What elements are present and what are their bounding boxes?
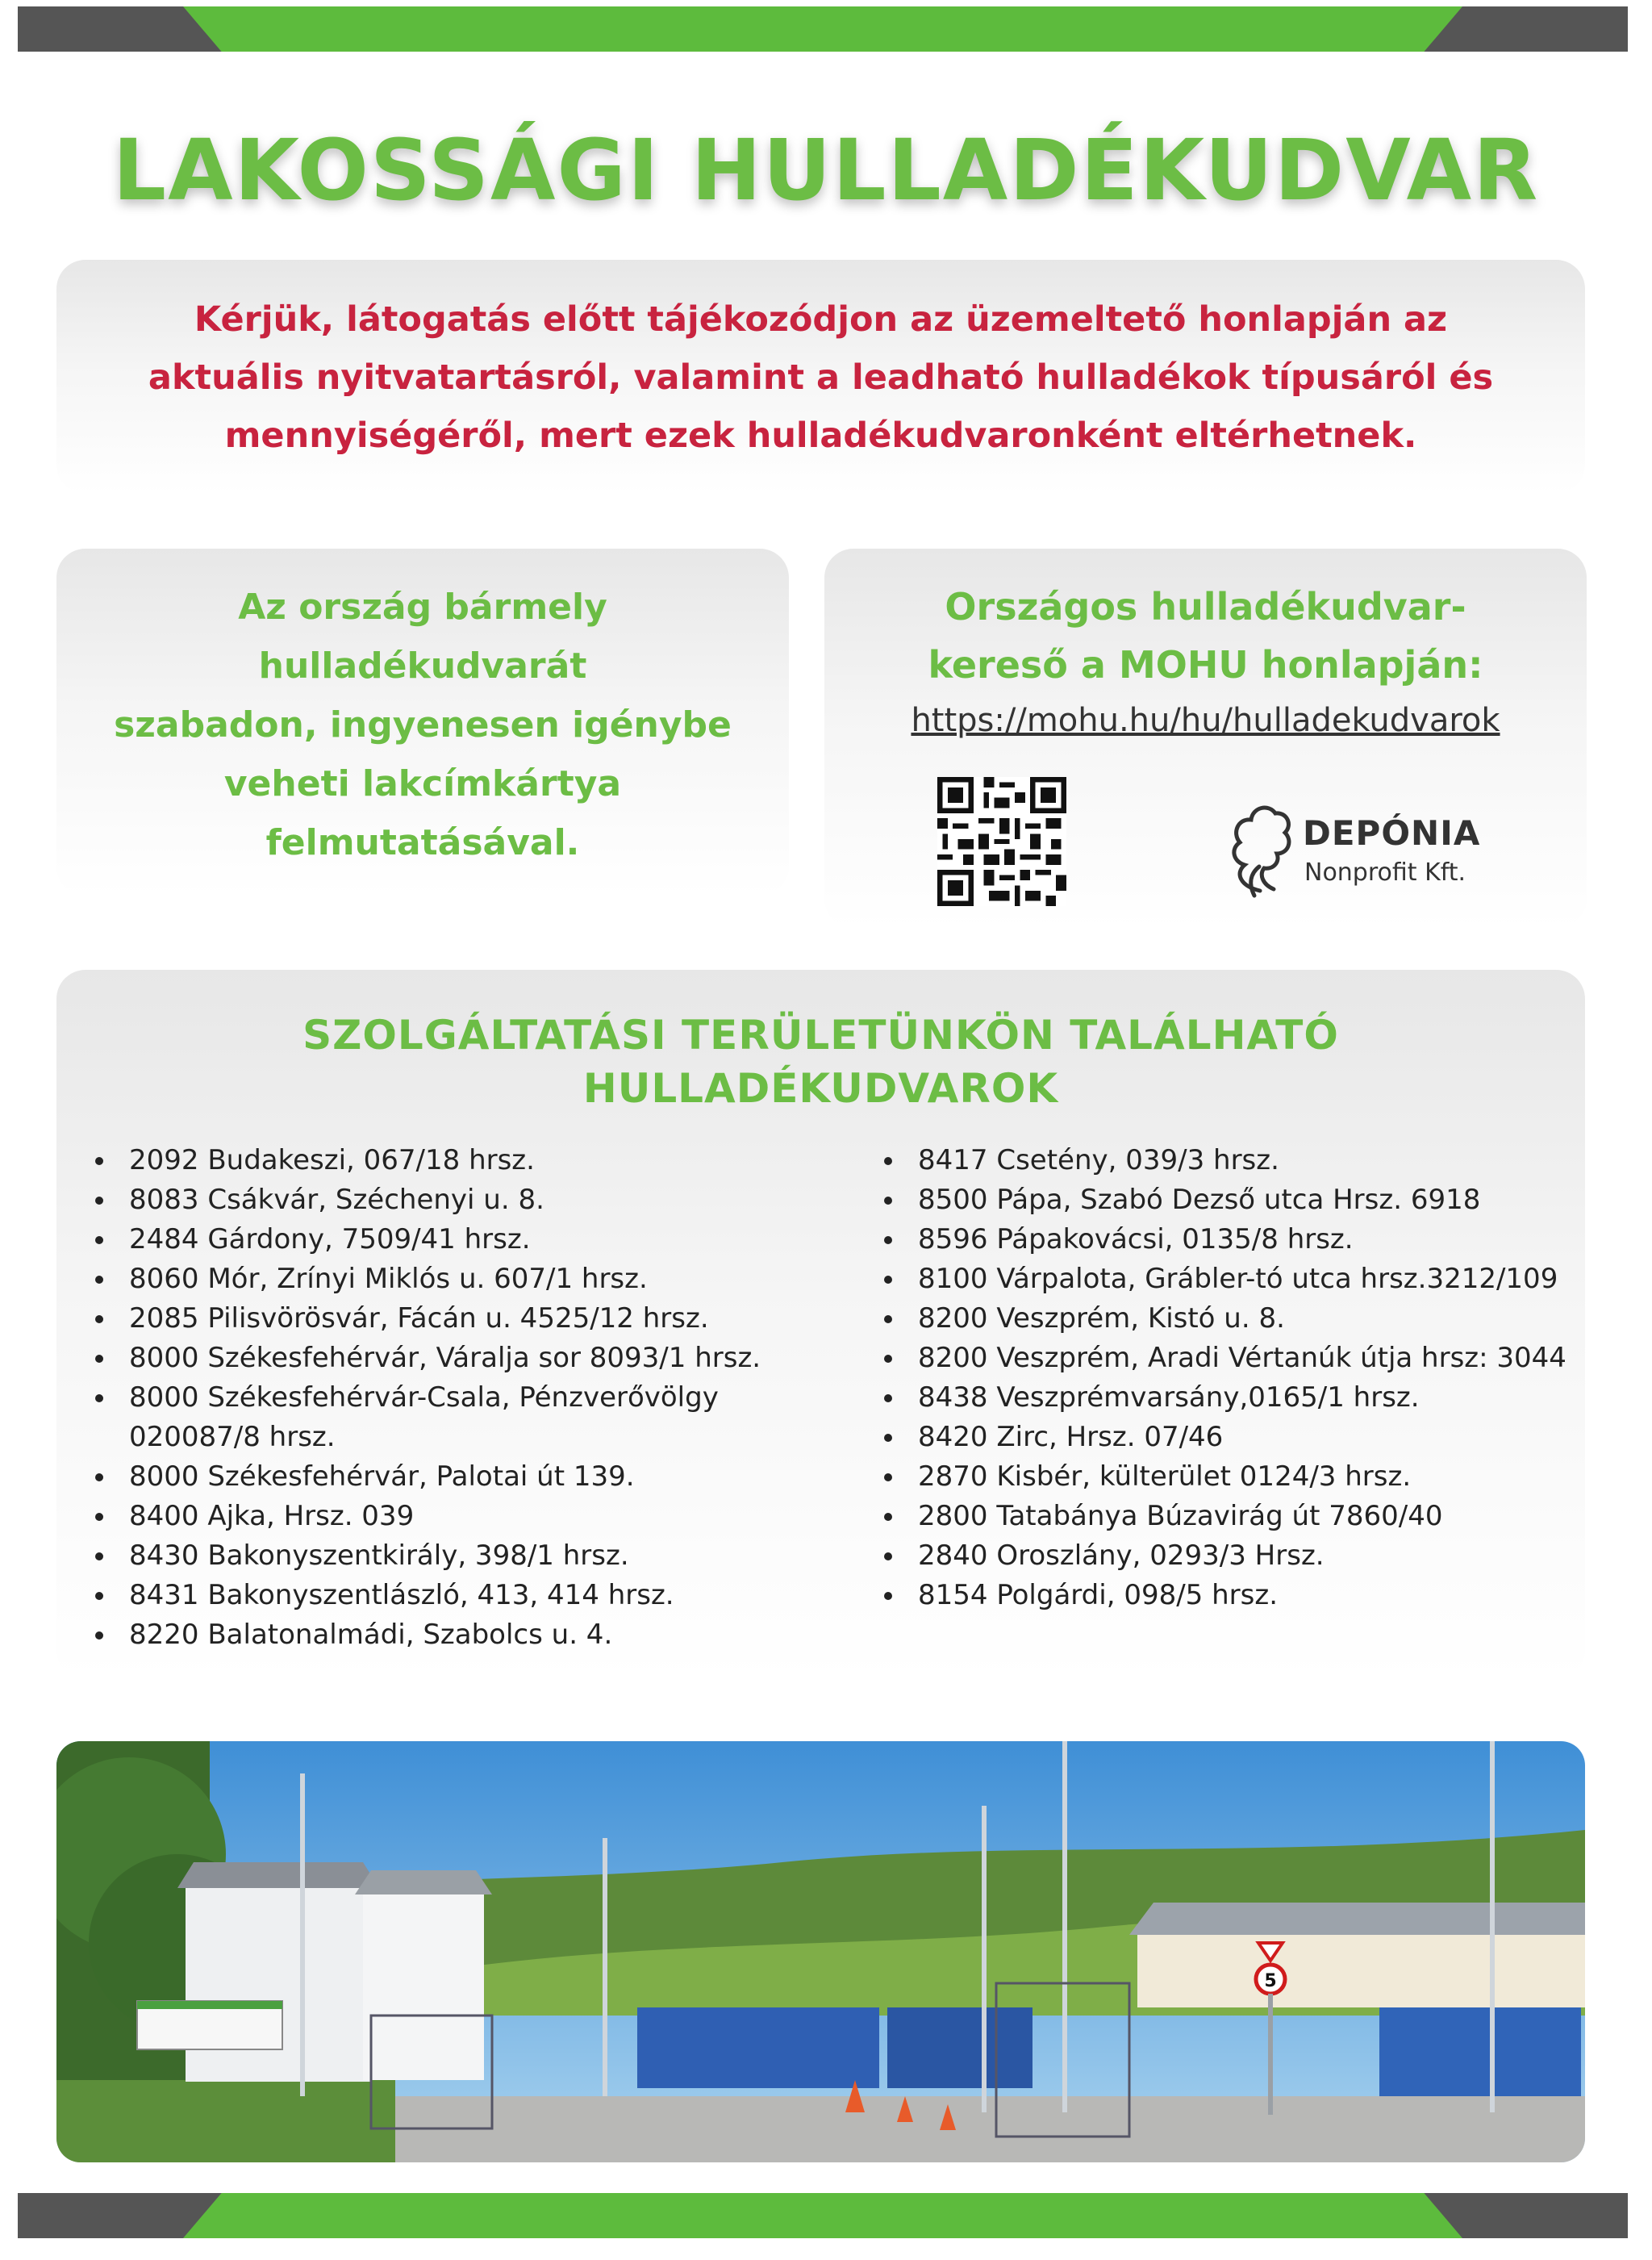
list-item: 8596 Pápakovácsi, 0135/8 hrsz. xyxy=(879,1220,1581,1260)
list-item: 8000 Székesfehérvár-Csala, Pénzverővölgy 020087/8 hrsz. xyxy=(90,1378,792,1457)
list-item: 8500 Pápa, Szabó Dezső utca Hrsz. 6918 xyxy=(879,1180,1581,1220)
list-item: 2800 Tatabánya Búzavirág út 7860/40 xyxy=(879,1497,1581,1536)
list-item: 8200 Veszprém, Aradi Vértanúk útja hrsz: 3044 xyxy=(879,1339,1581,1378)
sites-list-left xyxy=(90,1141,792,1655)
speed-limit-sign: 5 xyxy=(1264,1971,1277,1991)
list-item: 8083 Csákvár, Széchenyi u. 8. xyxy=(90,1180,792,1220)
sites-panel xyxy=(56,970,1585,1680)
list-item: 2840 Oroszlány, 0293/3 Hrsz. xyxy=(879,1536,1581,1576)
finder-title: Országos hulladékudvar- kereső a MOHU honlapján: xyxy=(928,585,1483,687)
bottom-decor-bar xyxy=(18,2193,1628,2238)
list-item: 8417 Csetény, 039/3 hrsz. xyxy=(879,1141,1581,1180)
list-item: 8100 Várpalota, Grábler-tó utca hrsz.3212/109 xyxy=(879,1260,1581,1299)
list-item: 8430 Bakonyszentkirály, 398/1 hrsz. xyxy=(90,1536,792,1576)
finder-panel xyxy=(824,549,1587,928)
list-item: 2092 Budakeszi, 067/18 hrsz. xyxy=(90,1141,792,1180)
tree-icon xyxy=(1216,796,1296,900)
list-item: 8438 Veszprémvarsány,0165/1 hrsz. xyxy=(879,1378,1581,1418)
free-use-text: Az ország bármely hulladékudvarát szabadon, ingyenesen igénybe veheti lakcímkártya felmutatásával. xyxy=(114,587,732,863)
list-item: 8000 Székesfehérvár, Palotai út 139. xyxy=(90,1457,792,1497)
sites-title: SZOLGÁLTATÁSI TERÜLETÜNKÖN TALÁLHATÓ HULLADÉKUDVAROK xyxy=(302,1012,1339,1112)
list-item: 2484 Gárdony, 7509/41 hrsz. xyxy=(90,1220,792,1260)
list-item: 8154 Polgárdi, 098/5 hrsz. xyxy=(879,1576,1581,1615)
waste-yard-photo xyxy=(56,1741,1585,2162)
list-item: 8060 Mór, Zrínyi Miklós u. 607/1 hrsz. xyxy=(90,1260,792,1299)
top-decor-bar xyxy=(18,6,1628,52)
list-item: 8400 Ajka, Hrsz. 039 xyxy=(90,1497,792,1536)
list-item: 8420 Zirc, Hrsz. 07/46 xyxy=(879,1418,1581,1457)
list-item: 2870 Kisbér, külterület 0124/3 hrsz. xyxy=(879,1457,1581,1497)
deponia-logo: DEPÓNIA Nonprofit Kft. xyxy=(1216,796,1506,900)
free-use-panel xyxy=(56,549,789,896)
list-item: 2085 Pilisvörösvár, Fácán u. 4525/12 hrsz. xyxy=(90,1299,792,1339)
page-title: LAKOSSÁGI HULLADÉKUDVAR xyxy=(112,121,1540,219)
sites-list-right xyxy=(879,1141,1581,1615)
list-item: 8431 Bakonyszentlászló, 413, 414 hrsz. xyxy=(90,1576,792,1615)
mohu-link[interactable]: https://mohu.hu/hu/hulladekudvarok xyxy=(911,702,1500,739)
notice-panel xyxy=(56,260,1585,494)
qr-code-icon[interactable] xyxy=(937,777,1066,906)
list-item: 8200 Veszprém, Kistó u. 8. xyxy=(879,1299,1581,1339)
list-item: 8000 Székesfehérvár, Váralja sor 8093/1 hrsz. xyxy=(90,1339,792,1378)
notice-text: Kérjük, látogatás előtt tájékozódjon az üzemeltető honlapján az aktuális nyitvatartásról, valamint a leadható hulladékok típusáról és mennyiségéről, mert ezek hulladékudvaronként eltérhetnek. xyxy=(148,299,1494,456)
list-item: 8220 Balatonalmádi, Szabolcs u. 4. xyxy=(90,1615,792,1655)
